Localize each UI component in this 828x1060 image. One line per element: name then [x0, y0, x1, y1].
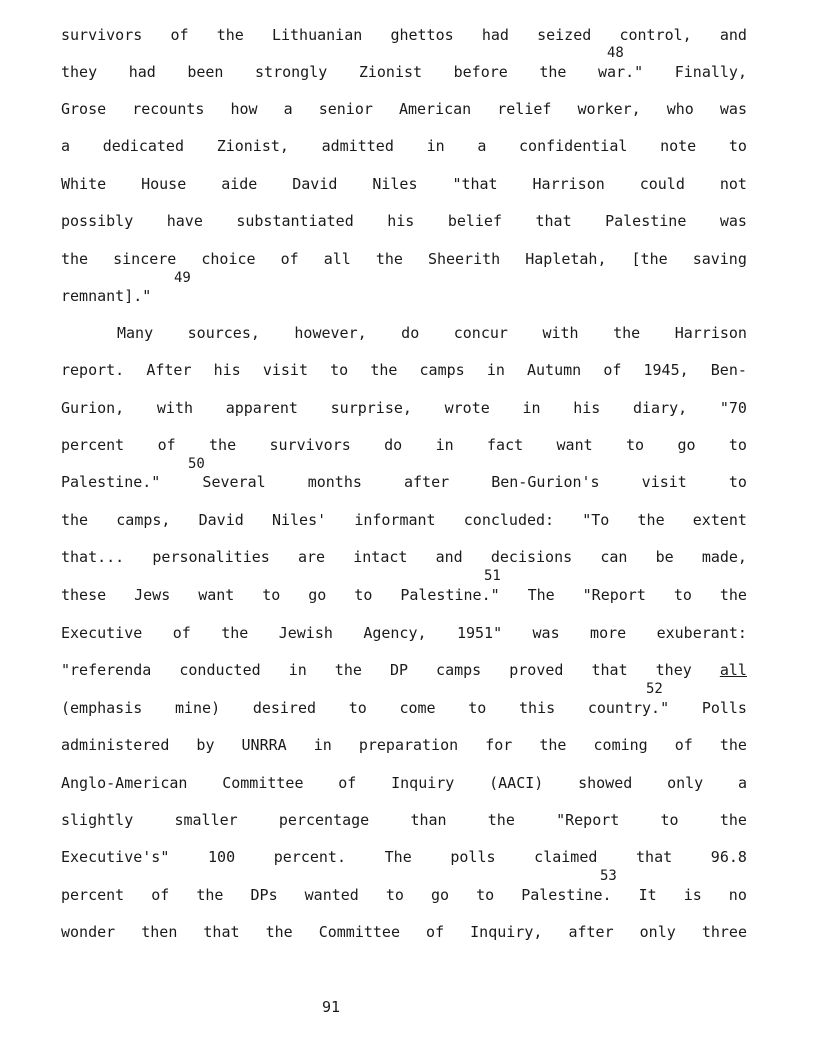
word: coming [593, 736, 648, 754]
word: recounts [132, 100, 205, 118]
word: American [398, 100, 472, 118]
word: that [203, 923, 240, 941]
word: saving [692, 250, 747, 268]
word: extent [692, 511, 747, 529]
word: Grose [61, 100, 107, 118]
word: only [639, 923, 676, 941]
word: informant [354, 511, 436, 529]
word: in [522, 399, 541, 417]
word: The [384, 848, 412, 866]
word: concur [453, 324, 508, 342]
word: Executive [61, 624, 143, 642]
word: "that [452, 175, 498, 193]
word: visit [262, 361, 308, 379]
word: not [719, 175, 747, 193]
word: with [156, 399, 194, 417]
word: 96.8 [710, 848, 747, 866]
word: note [660, 137, 697, 155]
word: his [387, 212, 415, 230]
word: wonder [61, 923, 116, 941]
word: was [719, 212, 747, 230]
word: confidential [519, 137, 628, 155]
text-line [61, 210, 747, 232]
word: months [307, 473, 362, 491]
word: was [719, 100, 747, 118]
word: Several [202, 473, 266, 491]
word: to [385, 886, 404, 904]
word: by [196, 736, 215, 754]
word: Sheerith [427, 250, 501, 268]
text-line [117, 322, 747, 344]
word: fact [487, 436, 524, 454]
word: have [166, 212, 203, 230]
word: camps [436, 661, 482, 679]
word: Niles [372, 175, 418, 193]
word: after [568, 923, 614, 941]
word: and [435, 548, 463, 566]
word: 1945, [643, 361, 689, 379]
word: wanted [304, 886, 359, 904]
word: of [603, 361, 622, 379]
word: Palestine. [521, 886, 612, 904]
text-line [61, 471, 747, 493]
word: David [292, 175, 338, 193]
word: ghettos [390, 26, 454, 44]
word: mine) [174, 699, 221, 717]
word: of [170, 26, 189, 44]
word: that [535, 212, 572, 230]
word: 100 [208, 848, 236, 866]
word: Inquiry, [470, 923, 543, 941]
word: want [198, 586, 235, 604]
text-line [61, 98, 747, 120]
word: than [410, 811, 447, 829]
word: the [196, 886, 224, 904]
word: Jewish [278, 624, 333, 642]
word: aide [221, 175, 258, 193]
word: is [683, 886, 702, 904]
word: want [556, 436, 593, 454]
word: choice [201, 250, 256, 268]
word: for [485, 736, 513, 754]
word: administered [61, 736, 170, 754]
word: all [323, 250, 351, 268]
word: Zionist [358, 63, 423, 81]
word: of [426, 923, 445, 941]
word: the [719, 586, 747, 604]
word: to [330, 361, 349, 379]
word: Harrison [674, 324, 747, 342]
text-line [61, 546, 747, 568]
word: are [297, 548, 326, 566]
text-line [61, 734, 747, 756]
text-line [61, 434, 747, 456]
footnote-marker: 51 [484, 568, 501, 584]
word: had [128, 63, 156, 81]
word: to [262, 586, 281, 604]
word: the [719, 811, 747, 829]
text-line [61, 359, 747, 381]
word: be [655, 548, 674, 566]
word: only [667, 774, 704, 792]
word: do [401, 324, 420, 342]
word: belief [447, 212, 502, 230]
text-line [61, 509, 747, 531]
word: to [728, 137, 747, 155]
word: percent [61, 886, 125, 904]
text-line [61, 584, 747, 606]
word: showed [578, 774, 633, 792]
word: dedicated [102, 137, 184, 155]
word: of [172, 624, 191, 642]
word: Niles' [271, 511, 327, 529]
word: three [701, 923, 747, 941]
word: Jews [134, 586, 171, 604]
word: the [375, 250, 403, 268]
word: Palestine [605, 212, 687, 230]
word: come [399, 699, 436, 717]
word: worker, [577, 100, 641, 118]
word: After [146, 361, 192, 379]
text-line [61, 884, 747, 906]
word: "Report [556, 811, 620, 829]
word: control, [619, 26, 692, 44]
word: Harrison [532, 175, 605, 193]
text-line [61, 846, 747, 868]
word: to [354, 586, 373, 604]
emphasis-word: all [719, 661, 747, 679]
word: Agency, [363, 624, 427, 642]
word: "Report [582, 586, 646, 604]
word: conducted [179, 661, 261, 679]
word: been [187, 63, 224, 81]
word: the [221, 624, 249, 642]
word: had [481, 26, 509, 44]
word: polls [450, 848, 496, 866]
word: Ben- [710, 361, 747, 379]
word: diary, [633, 399, 688, 417]
word: could [639, 175, 685, 193]
word: survivors [61, 26, 143, 44]
word: seized [537, 26, 592, 44]
word: Lithuanian [271, 26, 363, 44]
word: proved [509, 661, 564, 679]
word: survivors [269, 436, 351, 454]
word: however, [294, 324, 367, 342]
word: his [213, 361, 241, 379]
word: then [141, 923, 178, 941]
footnote-marker: 48 [607, 45, 624, 61]
word: with [542, 324, 579, 342]
word: "To [582, 511, 610, 529]
footnote-marker: 52 [646, 681, 663, 697]
text-line [61, 248, 747, 270]
word: UNRRA [241, 736, 287, 754]
word: It [638, 886, 657, 904]
word: exuberant: [656, 624, 747, 642]
text-line [61, 173, 747, 195]
word: Executive's" [61, 848, 170, 866]
text-line [61, 61, 747, 83]
word: senior [318, 100, 373, 118]
word: [the [631, 250, 668, 268]
word: Zionist, [216, 137, 289, 155]
word: the [265, 923, 293, 941]
word: they [61, 63, 98, 81]
word: concluded: [463, 511, 555, 529]
word: smaller [174, 811, 238, 829]
word: these [61, 586, 107, 604]
word: this [519, 699, 556, 717]
word: the [61, 250, 89, 268]
text-line [61, 397, 747, 419]
word: in [435, 436, 454, 454]
text-line [61, 809, 747, 831]
word: after [403, 473, 450, 491]
word: desired [252, 699, 317, 717]
word: to [476, 886, 495, 904]
word: relief [497, 100, 552, 118]
word: Committee [318, 923, 400, 941]
word: percent. [273, 848, 346, 866]
word: intact [353, 548, 408, 566]
word: Finally, [674, 63, 747, 81]
word: country." [587, 699, 670, 717]
word: the [61, 511, 89, 529]
text-line: remnant]." [61, 287, 152, 305]
word: go [677, 436, 696, 454]
word: surprise, [330, 399, 412, 417]
word: visit [641, 473, 687, 491]
word: personalities [152, 548, 270, 566]
word: David [198, 511, 244, 529]
word: and [719, 26, 747, 44]
word: they [655, 661, 692, 679]
word: to [673, 586, 692, 604]
word: in [288, 661, 307, 679]
word: the [216, 26, 244, 44]
word: to [468, 699, 487, 717]
word: substantiated [236, 212, 354, 230]
word: sources, [187, 324, 260, 342]
word: the [334, 661, 362, 679]
word: the [539, 736, 567, 754]
word: Anglo-American [61, 774, 188, 792]
text-line [61, 921, 747, 943]
word: of [674, 736, 693, 754]
word: go [308, 586, 327, 604]
word: do [384, 436, 403, 454]
word: go [431, 886, 450, 904]
word: to [660, 811, 679, 829]
word: can [600, 548, 628, 566]
word: Inquiry [391, 774, 455, 792]
text-line-with-emphasis [61, 659, 747, 681]
word: of [151, 886, 170, 904]
word: a [477, 137, 487, 155]
word: (emphasis [61, 699, 143, 717]
text-line [61, 24, 747, 46]
word: decisions [490, 548, 573, 566]
word: percent [61, 436, 125, 454]
footnote-marker: 49 [174, 270, 191, 286]
footnote-marker: 50 [188, 456, 205, 472]
word: strongly [255, 63, 328, 81]
word: in [313, 736, 332, 754]
word: no [728, 886, 747, 904]
word: camps, [116, 511, 171, 529]
word: White [61, 175, 107, 193]
word: a [61, 137, 71, 155]
word: 1951" [456, 624, 503, 642]
word: to [728, 436, 747, 454]
word: the [637, 511, 665, 529]
word: percentage [278, 811, 370, 829]
word: The [527, 586, 555, 604]
word: of [157, 436, 176, 454]
word: more [590, 624, 627, 642]
word: Hapletah, [525, 250, 607, 268]
word: Palestine." [61, 473, 161, 491]
word: of [338, 774, 357, 792]
word: apparent [225, 399, 298, 417]
word: claimed [534, 848, 598, 866]
word: a [737, 774, 747, 792]
text-line [61, 622, 747, 644]
word: to [348, 699, 367, 717]
word: camps [419, 361, 465, 379]
word: to [728, 473, 747, 491]
word: "70 [719, 399, 747, 417]
word: House [141, 175, 187, 193]
word: in [486, 361, 505, 379]
word: (AACI) [489, 774, 544, 792]
word: DPs [250, 886, 278, 904]
word: how [230, 100, 258, 118]
word: that [636, 848, 673, 866]
text-line [61, 135, 747, 157]
word: made, [701, 548, 747, 566]
word: the [613, 324, 641, 342]
word: the [209, 436, 237, 454]
text-line [61, 772, 747, 794]
word: his [573, 399, 601, 417]
word: before [453, 63, 508, 81]
word: the [487, 811, 515, 829]
word: Autumn [527, 361, 582, 379]
word: to [626, 436, 645, 454]
word: Committee [222, 774, 304, 792]
word: the [719, 736, 747, 754]
page-number: 91 [321, 998, 341, 1016]
word: was [532, 624, 560, 642]
word: report. [61, 361, 125, 379]
word: Ben-Gurion's [491, 473, 600, 491]
word: Many [117, 324, 154, 342]
word: preparation [358, 736, 459, 754]
word: slightly [61, 811, 134, 829]
word: of [280, 250, 299, 268]
word: Polls [701, 699, 747, 717]
word: that... [61, 548, 125, 566]
word: that [591, 661, 628, 679]
word: admitted [321, 137, 394, 155]
footnote-marker: 53 [600, 868, 617, 884]
word: Palestine." [400, 586, 500, 604]
word: wrote [444, 399, 490, 417]
word: Gurion, [61, 399, 125, 417]
word: possibly [61, 212, 134, 230]
word: the [539, 63, 567, 81]
word: a [283, 100, 293, 118]
word: DP [389, 661, 408, 679]
word: war." [598, 63, 644, 81]
word: "referenda [61, 661, 152, 679]
word: the [370, 361, 398, 379]
word: who [666, 100, 694, 118]
word: in [426, 137, 445, 155]
text-line [61, 697, 747, 719]
word: sincere [113, 250, 177, 268]
